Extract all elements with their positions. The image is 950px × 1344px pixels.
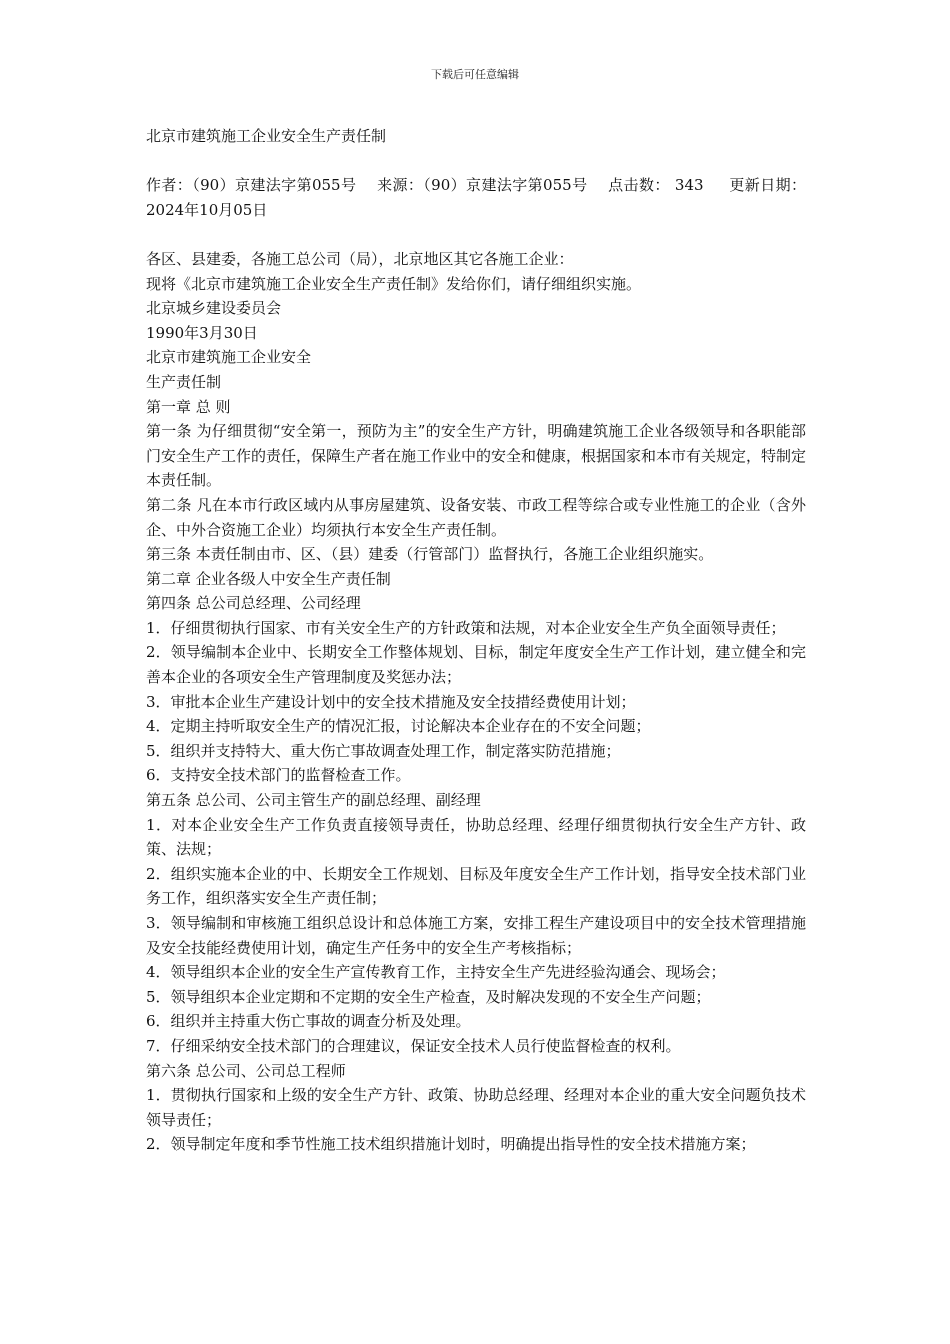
list-item: 4．定期主持听取安全生产的情况汇报，讨论解决本企业存在的不安全问题； xyxy=(146,717,651,736)
paragraph: 北京市建筑施工企业安全 xyxy=(146,348,312,367)
meta-updated: 更新日期：2024年10月05日 xyxy=(146,176,807,219)
paragraph: 生产责任制 xyxy=(146,372,222,391)
meta-source: 来源：（90）京建法字第055号 xyxy=(377,176,588,195)
list-item: 3．审批本企业生产建设计划中的安全技术措施及安全技措经费使用计划； xyxy=(146,692,636,711)
list-item: 4．领导组织本企业的安全生产宣传教育工作，主持安全生产先进经验沟通会、现场会； xyxy=(146,963,726,982)
list-item: 2．领导制定年度和季节性施工技术组织措施计划时，明确提出指导性的安全技术措施方案； xyxy=(146,1135,756,1154)
paragraph: 1990年3月30日 xyxy=(146,323,258,342)
list-item: 5．组织并支持特大、重大伤亡事故调查处理工作，制定落实防范措施； xyxy=(146,741,621,760)
article: 第一条 为仔细贯彻“安全第一，预防为主”的安全生产方针，明确建筑施工企业各级领导和各职能部门安全生产工作的责任，保障生产者在施工作业中的安全和健康，根据国家和本市有关规定，特制定本责任制。 xyxy=(146,422,807,490)
list-item: 7．仔细采纳安全技术部门的合理建议，保证安全技术人员行使监督检查的权利。 xyxy=(146,1036,681,1055)
list-item: 1．贯彻执行国家和上级的安全生产方针、政策、协助总经理、经理对本企业的重大安全问题负技术领导责任； xyxy=(146,1086,806,1129)
meta-clicks: 点击数： 343 xyxy=(608,176,704,195)
article-heading: 第五条 总公司、公司主管生产的副总经理、副经理 xyxy=(146,791,481,810)
list-item: 3．领导编制和审核施工组织总设计和总体施工方案，安排工程生产建设项目中的安全技术管理措施及安全技能经费使用计划，确定生产任务中的安全生产考核指标； xyxy=(146,914,806,957)
spacer xyxy=(146,222,806,247)
chapter-heading: 第一章 总 则 xyxy=(146,397,231,416)
document-body xyxy=(146,124,806,1157)
article: 第三条 本责任制由市、区、（县）建委（行管部门）监督执行，各施工企业组织施实。 xyxy=(146,545,714,564)
paragraph: 北京城乡建设委员会 xyxy=(146,299,282,318)
list-item: 2．组织实施本企业的中、长期安全工作规划、目标及年度安全生产工作计划，指导安全技术部门业务工作，组织落实安全生产责任制； xyxy=(146,864,806,908)
paragraph: 各区、县建委，各施工总公司（局），北京地区其它各施工企业： xyxy=(146,249,574,268)
list-item: 6．组织并主持重大伤亡事故的调查分析及处理。 xyxy=(146,1012,471,1031)
chapter-heading: 第二章 企业各级人中安全生产责任制 xyxy=(146,569,391,588)
paragraph: 现将《北京市建筑施工企业安全生产责任制》发给你们，请仔细组织实施。 xyxy=(146,274,642,293)
list-item: 5．领导组织本企业定期和不定期的安全生产检查，及时解决发现的不安全生产问题； xyxy=(146,987,711,1006)
list-item: 2．领导编制本企业中、长期安全工作整体规划、目标，制定年度安全生产工作计划，建立健全和完善本企业的各项安全生产管理制度及奖惩办法； xyxy=(146,643,806,687)
meta-author: 作者：（90）京建法字第055号 xyxy=(146,176,357,195)
list-item: 1．仔细贯彻执行国家、市有关安全生产的方针政策和法规，对本企业安全生产负全面领导责任； xyxy=(146,618,786,637)
document-meta xyxy=(146,173,806,222)
article: 第二条 凡在本市行政区域内从事房屋建筑、设备安装、市政工程等综合或专业性施工的企业（含外企、中外合资施工企业）均须执行本安全生产责任制。 xyxy=(146,495,806,539)
list-item: 6．支持安全技术部门的监督检查工作。 xyxy=(146,766,411,785)
header-note: 下载后可任意编辑 xyxy=(431,68,519,81)
article-heading: 第四条 总公司总经理、公司经理 xyxy=(146,594,361,613)
article-heading: 第六条 总公司、公司总工程师 xyxy=(146,1061,346,1080)
document-title: 北京市建筑施工企业安全生产责任制 xyxy=(146,127,387,145)
list-item: 1．对本企业安全生产工作负责直接领导责任，协助总经理、经理仔细贯彻执行安全生产方针、政策、法规； xyxy=(146,815,806,859)
